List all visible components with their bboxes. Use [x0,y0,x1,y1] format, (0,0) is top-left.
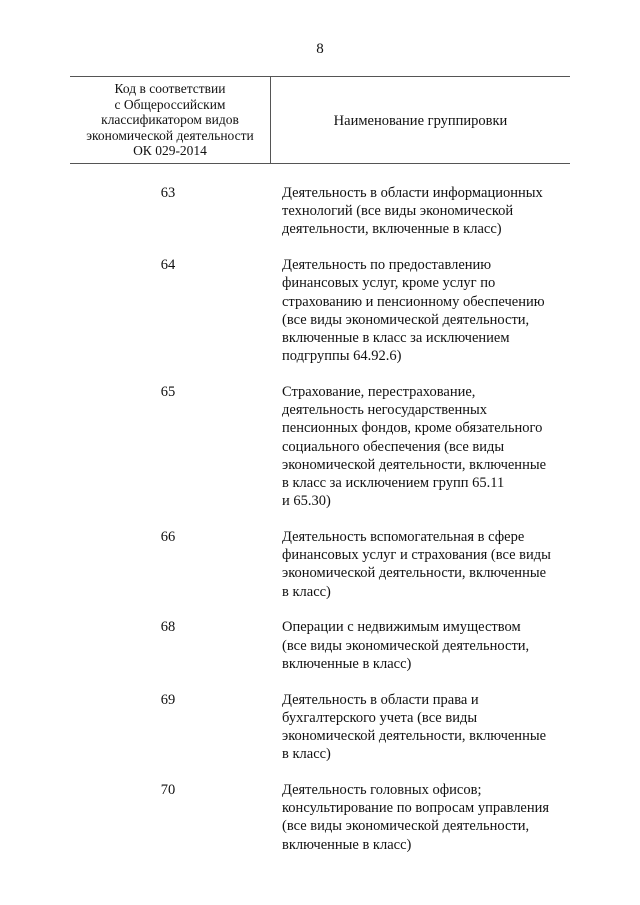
header-name-label: Наименование группировки [333,112,508,129]
row-code: 65 [160,384,176,401]
row-name [271,618,570,673]
table-row [70,528,570,601]
row-name-line: финансовых услуг и страхования (все виды [282,547,551,564]
row-name-line: пенсионных фондов, кроме обязательного [282,420,543,437]
row-name-line: экономической деятельности, включенные [282,565,547,582]
header-code-column [70,77,271,163]
row-code: 70 [160,782,176,799]
row-name [271,184,570,239]
header-code-line: классификатором видов [101,112,239,128]
header-name-column [271,77,570,163]
row-name-line: включенные в класс за исключением [282,330,510,347]
row-name [271,781,570,854]
row-name-line: включенные в класс) [282,836,412,853]
table-body [70,164,570,854]
row-code: 66 [160,529,176,546]
row-name-line: в класс) [282,746,331,763]
row-name-line: экономической деятельности, включенные [282,456,547,473]
row-name-line: Операции с недвижимым имуществом [282,619,521,636]
row-code: 64 [160,257,176,274]
row-name-line: экономической деятельности, включенные [282,728,547,745]
row-code: 68 [160,619,176,636]
table-row [70,781,570,854]
row-code: 63 [160,185,176,201]
header-code-line: с Общероссийским [114,96,226,112]
row-name-line: Деятельность вспомогательная в сфере [282,529,525,546]
row-name-line: (все виды экономической деятельности, [282,637,530,654]
table-row [70,618,570,673]
row-name-line: включенные в класс) [282,655,412,672]
row-name-line: социального обеспечения (все виды [282,438,505,455]
row-name-line: деятельность негосударственных [282,402,488,419]
table-row [70,184,570,239]
row-name [271,383,570,510]
page-number: 8 [316,41,324,57]
row-name-line: (все виды экономической деятельности, [282,311,530,328]
row-name-line: в класс) [282,583,331,600]
row-name-line: деятельности, включенные в класс) [282,221,502,238]
row-name-line: Деятельность по предоставлению [282,257,492,274]
table-row [70,691,570,764]
row-name-line: подгруппы 64.92.6) [282,348,402,365]
row-name-line: Деятельность в области информационных [282,185,543,201]
header-code-line: экономической деятельности [86,127,254,143]
row-name [271,528,570,601]
row-name-line: и 65.30) [282,493,331,510]
row-name-line: страхованию и пенсионному обеспечению [282,293,545,310]
row-name-line: финансовых услуг, кроме услуг по [282,275,496,292]
row-code: 69 [160,691,176,708]
table-row [70,383,570,510]
row-name-line: Деятельность в области права и [282,691,479,708]
header-code-line: ОК 029-2014 [133,143,207,159]
row-name-line: (все виды экономической деятельности, [282,818,530,835]
row-name-line: технологий (все виды экономической [282,203,514,220]
row-name-line: консультирование по вопросам управления [282,800,550,817]
classification-table [70,76,570,871]
row-name [271,256,570,365]
table-header [70,76,570,164]
row-name-line: Страхование, перестрахование, [282,384,476,401]
row-name [271,691,570,764]
row-name-line: в класс за исключением групп 65.11 [282,475,505,492]
row-name-line: бухгалтерского учета (все виды [282,709,478,726]
table-row [70,256,570,365]
header-code-line: Код в соответствии [114,81,226,96]
row-name-line: Деятельность головных офисов; [282,782,482,799]
